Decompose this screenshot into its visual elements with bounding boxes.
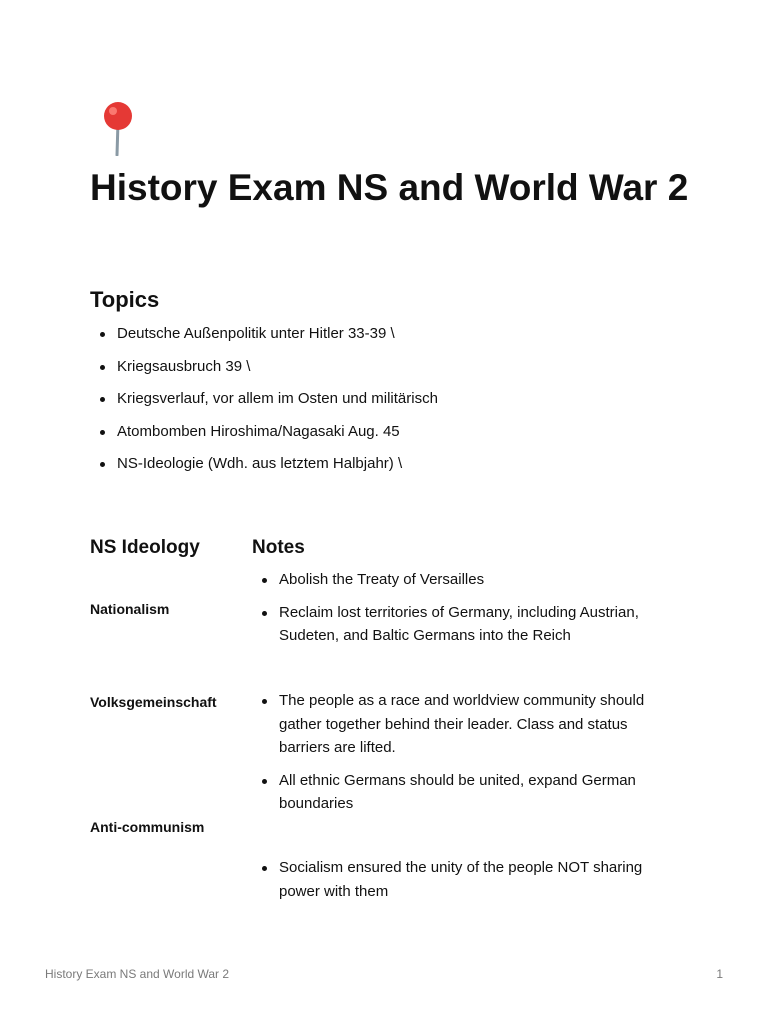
term-nationalism: Nationalism (90, 601, 170, 617)
footer-title: History Exam NS and World War 2 (45, 967, 230, 981)
topics-heading: Topics (90, 287, 160, 312)
term-anti-communism: Anti-communism (90, 819, 205, 835)
topics-list (90, 322, 690, 485)
table-header-ns-ideology: NS Ideology (90, 537, 200, 558)
list-item: Kriegsverlauf, vor allem im Osten und militärisch (90, 387, 690, 410)
list-item: All ethnic Germans should be united, expand German boundaries (252, 769, 652, 816)
list-item: Reclaim lost territories of Germany, including Austrian, Sudeten, and Baltic Germans into the Reich (252, 601, 652, 648)
list-item: The people as a race and worldview community should gather together behind their leader. Class and status barriers are lifted. (252, 689, 652, 760)
table-header-notes: Notes (252, 537, 305, 558)
term-volksgemeinschaft: Volksgemeinschaft (90, 694, 217, 710)
notes-list-nationalism (252, 568, 652, 657)
notes-list-anti-communism (252, 856, 652, 912)
list-item: Kriegsausbruch 39 \ (90, 355, 690, 378)
list-item: Deutsche Außenpolitik unter Hitler 33-39 \ (90, 322, 690, 345)
page-title: History Exam NS and World War 2 (90, 167, 689, 208)
round-pushpin-icon (96, 100, 140, 156)
page-number: 1 (716, 967, 723, 981)
list-item: Atombomben Hiroshima/Nagasaki Aug. 45 (90, 420, 690, 443)
list-item: Abolish the Treaty of Versailles (252, 568, 652, 592)
notes-list-volksgemeinschaft (252, 689, 652, 825)
list-item: Socialism ensured the unity of the people NOT sharing power with them (252, 856, 652, 903)
list-item: NS-Ideologie (Wdh. aus letztem Halbjahr) \ (90, 452, 690, 475)
